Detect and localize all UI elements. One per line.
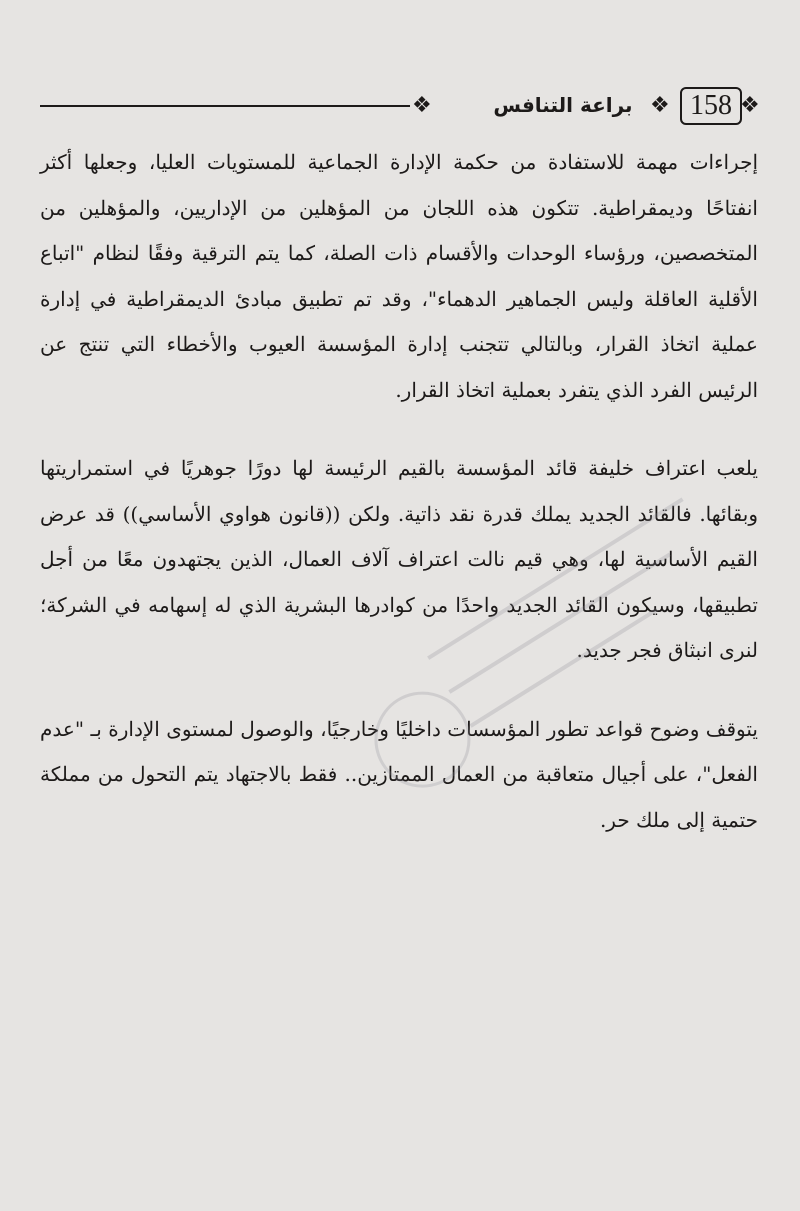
header-rule: [40, 105, 410, 107]
paragraph-2: يلعب اعتراف خليفة قائد المؤسسة بالقيم الرئيسة لها دورًا جوهريًا في استمراريتها وبقائها. فالقائد الجديد يملك قدرة نقد ذاتية. ولكن ((قانون هواوي الأساسي)) قد عرض القيم الأساسية لها، وهي قيم نالت اعتراف آلاف العمال، الذين يجتهدون معًا من أجل تطبيقها، وسيكون القائد الجديد واحدًا من كوادرها البشرية الذي له إسهامه في الشركة؛ لنرى انبثاق فجر جديد.: [40, 456, 758, 662]
running-header: [40, 84, 760, 128]
paragraph-1: إجراءات مهمة للاستفادة من حكمة الإدارة الجماعية للمستويات العليا، وجعلها أكثر انفتاحًا وديمقراطية. تتكون هذه اللجان من المؤهلين من الإداريين، والمؤهلين من المتخصصين، ورؤساء الوحدات والأقسام ذات الصلة، كما يتم الترقية وفقًا لنظام "اتباع الأقلية العاقلة وليس الجماهير الدهماء"، وقد تم تطبيق مبادئ الديمقراطية في إدارة عملية اتخاذ القرار، وبالتالي تتجنب إدارة المؤسسة العيوب والأخطاء التي تنتج عن الرئيس الفرد الذي يتفرد بعملية اتخاذ القرار.: [40, 150, 758, 402]
page-number: 158: [680, 87, 742, 125]
ornament-icon: ❖: [740, 93, 760, 118]
ornament-icon: ❖: [412, 93, 432, 118]
book-title: براعة التنافس: [493, 93, 633, 117]
body-text: [40, 140, 758, 843]
paragraph-3: يتوقف وضوح قواعد تطور المؤسسات داخليًا وخارجيًا، والوصول لمستوى الإدارة بـ "عدم الفعل"، على أجيال متعاقبة من العمال الممتازين.. فقط بالاجتهاد يتم التحول من مملكة حتمية إلى ملك حر.: [40, 716, 758, 832]
ornament-icon: ❖: [650, 93, 670, 118]
